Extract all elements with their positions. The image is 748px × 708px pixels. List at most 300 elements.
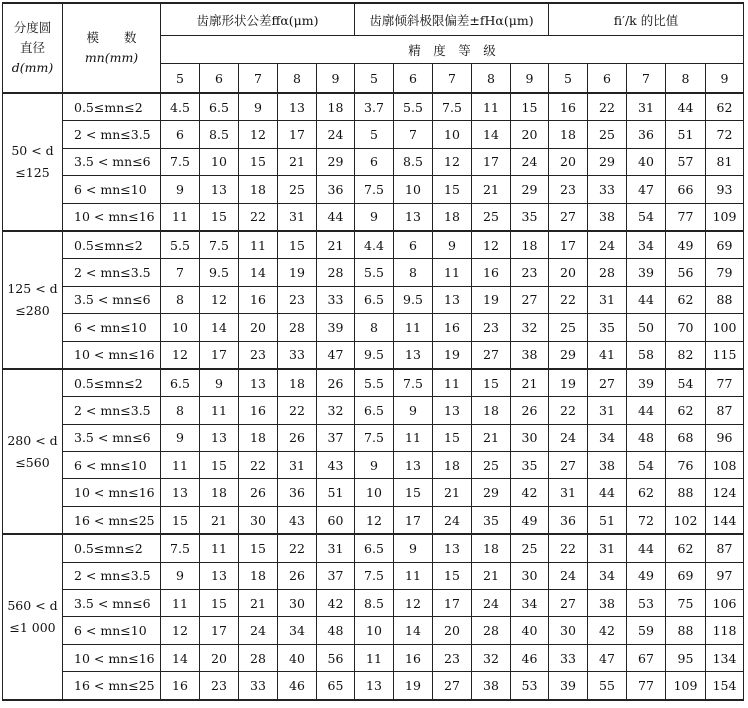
- value-cell: 29: [511, 176, 549, 203]
- grade-cell: 5: [355, 64, 394, 94]
- value-cell: 81: [706, 148, 744, 175]
- module-range-cell: 3.5 < mn≤6: [63, 286, 161, 313]
- profile-form-tolerance-header: 齿廓形状公差ffα(μm): [161, 3, 355, 36]
- value-cell: 10: [355, 617, 394, 644]
- value-cell: 12: [161, 341, 200, 369]
- value-cell: 34: [511, 590, 549, 617]
- module-range-cell: 6 < mn≤10: [63, 314, 161, 341]
- value-cell: 16: [549, 93, 588, 121]
- value-cell: 18: [472, 397, 511, 424]
- value-cell: 20: [511, 121, 549, 148]
- value-cell: 10: [161, 314, 200, 341]
- value-cell: 7.5: [200, 231, 239, 259]
- value-cell: 10: [394, 176, 433, 203]
- value-cell: 118: [706, 617, 744, 644]
- value-cell: 5.5: [394, 93, 433, 121]
- value-cell: 53: [627, 590, 666, 617]
- diameter-range-cell: 125 < d ≤280: [3, 231, 63, 369]
- value-cell: 55: [588, 672, 627, 700]
- grade-cell: 7: [433, 64, 472, 94]
- value-cell: 24: [239, 617, 278, 644]
- value-cell: 53: [511, 672, 549, 700]
- value-cell: 29: [549, 341, 588, 369]
- module-range-cell: 2 < mn≤3.5: [63, 397, 161, 424]
- value-cell: 13: [239, 369, 278, 397]
- value-cell: 13: [200, 562, 239, 589]
- table-row: [3, 259, 744, 286]
- value-cell: 11: [161, 590, 200, 617]
- value-cell: 54: [627, 452, 666, 479]
- grade-label: 精 度 等 级: [161, 36, 744, 64]
- value-cell: 11: [394, 424, 433, 451]
- value-cell: 48: [317, 617, 355, 644]
- value-cell: 24: [549, 562, 588, 589]
- value-cell: 13: [394, 203, 433, 231]
- value-cell: 12: [200, 286, 239, 313]
- module-range-cell: 10 < mn≤16: [63, 479, 161, 506]
- value-cell: 18: [433, 203, 472, 231]
- module-range-cell: 6 < mn≤10: [63, 452, 161, 479]
- value-cell: 18: [278, 369, 317, 397]
- value-cell: 9: [355, 452, 394, 479]
- value-cell: 12: [394, 590, 433, 617]
- value-cell: 28: [278, 314, 317, 341]
- value-cell: 32: [511, 314, 549, 341]
- value-cell: 15: [472, 369, 511, 397]
- value-cell: 11: [472, 93, 511, 121]
- value-cell: 18: [317, 93, 355, 121]
- value-cell: 17: [433, 590, 472, 617]
- value-cell: 22: [239, 203, 278, 231]
- value-cell: 39: [549, 672, 588, 700]
- value-cell: 21: [472, 562, 511, 589]
- value-cell: 31: [588, 286, 627, 313]
- value-cell: 17: [472, 148, 511, 175]
- value-cell: 62: [627, 479, 666, 506]
- module-range-cell: 0.5≤mn≤2: [63, 534, 161, 562]
- value-cell: 24: [317, 121, 355, 148]
- value-cell: 25: [472, 203, 511, 231]
- value-cell: 13: [433, 397, 472, 424]
- value-cell: 6: [394, 231, 433, 259]
- value-cell: 40: [278, 644, 317, 671]
- table-row: [3, 369, 744, 397]
- value-cell: 23: [278, 286, 317, 313]
- grade-cell: 5: [161, 64, 200, 94]
- value-cell: 7.5: [161, 534, 200, 562]
- value-cell: 30: [511, 562, 549, 589]
- grade-cell: 6: [588, 64, 627, 94]
- value-cell: 33: [239, 672, 278, 700]
- value-cell: 40: [511, 617, 549, 644]
- value-cell: 11: [355, 644, 394, 671]
- value-cell: 34: [627, 231, 666, 259]
- value-cell: 13: [200, 176, 239, 203]
- diameter-range-cell: 280 < d ≤560: [3, 369, 63, 534]
- value-cell: 47: [588, 644, 627, 671]
- value-cell: 67: [627, 644, 666, 671]
- value-cell: 23: [239, 341, 278, 369]
- value-cell: 12: [239, 121, 278, 148]
- value-cell: 16: [239, 286, 278, 313]
- value-cell: 43: [317, 452, 355, 479]
- table-row: [3, 479, 744, 506]
- table-row: [3, 562, 744, 589]
- value-cell: 46: [278, 672, 317, 700]
- value-cell: 35: [588, 314, 627, 341]
- value-cell: 36: [278, 479, 317, 506]
- value-cell: 5.5: [355, 259, 394, 286]
- value-cell: 24: [433, 506, 472, 534]
- value-cell: 32: [317, 397, 355, 424]
- value-cell: 106: [706, 590, 744, 617]
- value-cell: 11: [161, 203, 200, 231]
- value-cell: 11: [200, 397, 239, 424]
- value-cell: 15: [239, 148, 278, 175]
- value-cell: 21: [278, 148, 317, 175]
- value-cell: 31: [588, 397, 627, 424]
- value-cell: 8.5: [394, 148, 433, 175]
- value-cell: 31: [278, 452, 317, 479]
- value-cell: 43: [278, 506, 317, 534]
- value-cell: 44: [317, 203, 355, 231]
- module-range-cell: 6 < mn≤10: [63, 176, 161, 203]
- value-cell: 39: [627, 259, 666, 286]
- value-cell: 144: [706, 506, 744, 534]
- value-cell: 18: [200, 479, 239, 506]
- value-cell: 6.5: [355, 286, 394, 313]
- value-cell: 38: [588, 203, 627, 231]
- value-cell: 68: [666, 424, 706, 451]
- value-cell: 12: [355, 506, 394, 534]
- value-cell: 27: [472, 341, 511, 369]
- value-cell: 11: [394, 562, 433, 589]
- value-cell: 11: [394, 314, 433, 341]
- value-cell: 88: [666, 479, 706, 506]
- value-cell: 13: [355, 672, 394, 700]
- value-cell: 17: [278, 121, 317, 148]
- value-cell: 15: [239, 534, 278, 562]
- module-range-cell: 16 < mn≤25: [63, 506, 161, 534]
- value-cell: 51: [666, 121, 706, 148]
- table-row: [3, 617, 744, 644]
- value-cell: 23: [511, 259, 549, 286]
- table-row: [3, 341, 744, 369]
- value-cell: 7.5: [355, 424, 394, 451]
- table-row: [3, 397, 744, 424]
- table-row: [3, 286, 744, 313]
- value-cell: 13: [161, 479, 200, 506]
- value-cell: 13: [433, 534, 472, 562]
- value-cell: 58: [627, 341, 666, 369]
- value-cell: 34: [278, 617, 317, 644]
- value-cell: 13: [394, 341, 433, 369]
- module-range-cell: 10 < mn≤16: [63, 644, 161, 671]
- value-cell: 17: [200, 617, 239, 644]
- value-cell: 44: [666, 93, 706, 121]
- diameter-range-cell: 560 < d ≤1 000: [3, 534, 63, 699]
- table-row: [3, 672, 744, 700]
- module-range-cell: 16 < mn≤25: [63, 672, 161, 700]
- value-cell: 19: [394, 672, 433, 700]
- value-cell: 109: [706, 203, 744, 231]
- value-cell: 6: [161, 121, 200, 148]
- value-cell: 34: [588, 424, 627, 451]
- value-cell: 8: [161, 286, 200, 313]
- value-cell: 15: [200, 590, 239, 617]
- value-cell: 37: [317, 562, 355, 589]
- value-cell: 69: [706, 231, 744, 259]
- value-cell: 26: [239, 479, 278, 506]
- value-cell: 27: [511, 286, 549, 313]
- value-cell: 14: [239, 259, 278, 286]
- value-cell: 13: [433, 286, 472, 313]
- value-cell: 36: [549, 506, 588, 534]
- value-cell: 11: [161, 452, 200, 479]
- value-cell: 25: [511, 534, 549, 562]
- value-cell: 18: [511, 231, 549, 259]
- value-cell: 29: [472, 479, 511, 506]
- value-cell: 14: [200, 314, 239, 341]
- value-cell: 70: [666, 314, 706, 341]
- value-cell: 16: [239, 397, 278, 424]
- value-cell: 7.5: [355, 176, 394, 203]
- value-cell: 22: [239, 452, 278, 479]
- value-cell: 8.5: [200, 121, 239, 148]
- table-row: [3, 534, 744, 562]
- value-cell: 37: [317, 424, 355, 451]
- table-row: [3, 644, 744, 671]
- value-cell: 14: [394, 617, 433, 644]
- value-cell: 8: [161, 397, 200, 424]
- value-cell: 23: [433, 644, 472, 671]
- value-cell: 16: [394, 644, 433, 671]
- value-cell: 33: [278, 341, 317, 369]
- value-cell: 12: [472, 231, 511, 259]
- value-cell: 15: [161, 506, 200, 534]
- grade-cell: 8: [278, 64, 317, 94]
- value-cell: 25: [588, 121, 627, 148]
- value-cell: 9.5: [394, 286, 433, 313]
- value-cell: 102: [666, 506, 706, 534]
- value-cell: 44: [627, 397, 666, 424]
- value-cell: 9: [355, 203, 394, 231]
- value-cell: 25: [549, 314, 588, 341]
- value-cell: 75: [666, 590, 706, 617]
- value-cell: 13: [394, 452, 433, 479]
- value-cell: 65: [317, 672, 355, 700]
- value-cell: 6: [355, 148, 394, 175]
- value-cell: 96: [706, 424, 744, 451]
- value-cell: 19: [278, 259, 317, 286]
- value-cell: 19: [472, 286, 511, 313]
- value-cell: 11: [239, 231, 278, 259]
- value-cell: 77: [627, 672, 666, 700]
- value-cell: 26: [317, 369, 355, 397]
- value-cell: 8.5: [355, 590, 394, 617]
- table-row: [3, 506, 744, 534]
- value-cell: 18: [239, 562, 278, 589]
- value-cell: 44: [627, 286, 666, 313]
- value-cell: 9: [161, 176, 200, 203]
- value-cell: 49: [511, 506, 549, 534]
- value-cell: 87: [706, 534, 744, 562]
- value-cell: 7: [394, 121, 433, 148]
- value-cell: 24: [511, 148, 549, 175]
- value-cell: 6.5: [355, 534, 394, 562]
- value-cell: 60: [317, 506, 355, 534]
- value-cell: 34: [588, 562, 627, 589]
- value-cell: 38: [588, 452, 627, 479]
- table-row: [3, 121, 744, 148]
- grade-cell: 7: [239, 64, 278, 94]
- value-cell: 51: [588, 506, 627, 534]
- value-cell: 23: [200, 672, 239, 700]
- value-cell: 31: [317, 534, 355, 562]
- grade-cell: 9: [706, 64, 744, 94]
- grade-cell: 8: [472, 64, 511, 94]
- value-cell: 23: [549, 176, 588, 203]
- value-cell: 20: [549, 148, 588, 175]
- module-range-cell: 3.5 < mn≤6: [63, 424, 161, 451]
- value-cell: 88: [666, 617, 706, 644]
- value-cell: 33: [588, 176, 627, 203]
- value-cell: 18: [472, 534, 511, 562]
- value-cell: 21: [317, 231, 355, 259]
- value-cell: 15: [433, 424, 472, 451]
- value-cell: 79: [706, 259, 744, 286]
- value-cell: 9: [161, 424, 200, 451]
- value-cell: 27: [549, 452, 588, 479]
- module-range-cell: 10 < mn≤16: [63, 341, 161, 369]
- value-cell: 9: [433, 231, 472, 259]
- value-cell: 5.5: [355, 369, 394, 397]
- value-cell: 77: [706, 369, 744, 397]
- value-cell: 36: [627, 121, 666, 148]
- table-row: [3, 314, 744, 341]
- value-cell: 14: [161, 644, 200, 671]
- value-cell: 109: [666, 672, 706, 700]
- value-cell: 21: [239, 590, 278, 617]
- value-cell: 115: [706, 341, 744, 369]
- value-cell: 18: [239, 176, 278, 203]
- value-cell: 42: [588, 617, 627, 644]
- value-cell: 47: [627, 176, 666, 203]
- value-cell: 21: [472, 424, 511, 451]
- value-cell: 5: [355, 121, 394, 148]
- value-cell: 15: [433, 562, 472, 589]
- value-cell: 38: [472, 672, 511, 700]
- module-header: 模 数 mn(mm): [63, 3, 161, 93]
- value-cell: 47: [317, 341, 355, 369]
- value-cell: 28: [239, 644, 278, 671]
- value-cell: 9: [200, 369, 239, 397]
- value-cell: 26: [511, 397, 549, 424]
- value-cell: 76: [666, 452, 706, 479]
- module-range-cell: 6 < mn≤10: [63, 617, 161, 644]
- value-cell: 26: [278, 424, 317, 451]
- value-cell: 18: [433, 452, 472, 479]
- table-row: [3, 590, 744, 617]
- value-cell: 20: [549, 259, 588, 286]
- table-row: [3, 176, 744, 203]
- module-range-cell: 0.5≤mn≤2: [63, 93, 161, 121]
- value-cell: 15: [511, 93, 549, 121]
- value-cell: 4.5: [161, 93, 200, 121]
- value-cell: 16: [161, 672, 200, 700]
- value-cell: 30: [278, 590, 317, 617]
- value-cell: 17: [394, 506, 433, 534]
- value-cell: 24: [549, 424, 588, 451]
- value-cell: 10: [433, 121, 472, 148]
- value-cell: 14: [472, 121, 511, 148]
- value-cell: 30: [511, 424, 549, 451]
- value-cell: 22: [278, 534, 317, 562]
- value-cell: 21: [511, 369, 549, 397]
- value-cell: 38: [588, 590, 627, 617]
- value-cell: 27: [549, 590, 588, 617]
- module-range-cell: 3.5 < mn≤6: [63, 590, 161, 617]
- value-cell: 124: [706, 479, 744, 506]
- value-cell: 50: [627, 314, 666, 341]
- value-cell: 9.5: [200, 259, 239, 286]
- value-cell: 25: [472, 452, 511, 479]
- value-cell: 82: [666, 341, 706, 369]
- value-cell: 134: [706, 644, 744, 671]
- value-cell: 16: [472, 259, 511, 286]
- value-cell: 7.5: [433, 93, 472, 121]
- value-cell: 15: [394, 479, 433, 506]
- value-cell: 22: [549, 397, 588, 424]
- value-cell: 42: [511, 479, 549, 506]
- value-cell: 22: [549, 534, 588, 562]
- value-cell: 27: [433, 672, 472, 700]
- grade-cell: 7: [627, 64, 666, 94]
- table-row: [3, 452, 744, 479]
- value-cell: 26: [278, 562, 317, 589]
- value-cell: 154: [706, 672, 744, 700]
- grade-cell: 8: [666, 64, 706, 94]
- value-cell: 56: [317, 644, 355, 671]
- value-cell: 8: [355, 314, 394, 341]
- value-cell: 4.4: [355, 231, 394, 259]
- value-cell: 18: [239, 424, 278, 451]
- module-range-cell: 2 < mn≤3.5: [63, 121, 161, 148]
- value-cell: 31: [549, 479, 588, 506]
- value-cell: 54: [627, 203, 666, 231]
- table-row: [3, 203, 744, 231]
- value-cell: 7: [161, 259, 200, 286]
- value-cell: 32: [472, 644, 511, 671]
- value-cell: 62: [666, 534, 706, 562]
- module-range-cell: 2 < mn≤3.5: [63, 562, 161, 589]
- value-cell: 69: [666, 562, 706, 589]
- value-cell: 40: [627, 148, 666, 175]
- diameter-range-cell: 50 < d ≤125: [3, 93, 63, 231]
- module-range-cell: 10 < mn≤16: [63, 203, 161, 231]
- value-cell: 39: [627, 369, 666, 397]
- table-row: [3, 231, 744, 259]
- value-cell: 22: [588, 93, 627, 121]
- value-cell: 49: [627, 562, 666, 589]
- value-cell: 15: [200, 203, 239, 231]
- value-cell: 9: [394, 534, 433, 562]
- value-cell: 88: [706, 286, 744, 313]
- module-range-cell: 2 < mn≤3.5: [63, 259, 161, 286]
- value-cell: 19: [433, 341, 472, 369]
- value-cell: 11: [200, 534, 239, 562]
- grade-cell: 5: [549, 64, 588, 94]
